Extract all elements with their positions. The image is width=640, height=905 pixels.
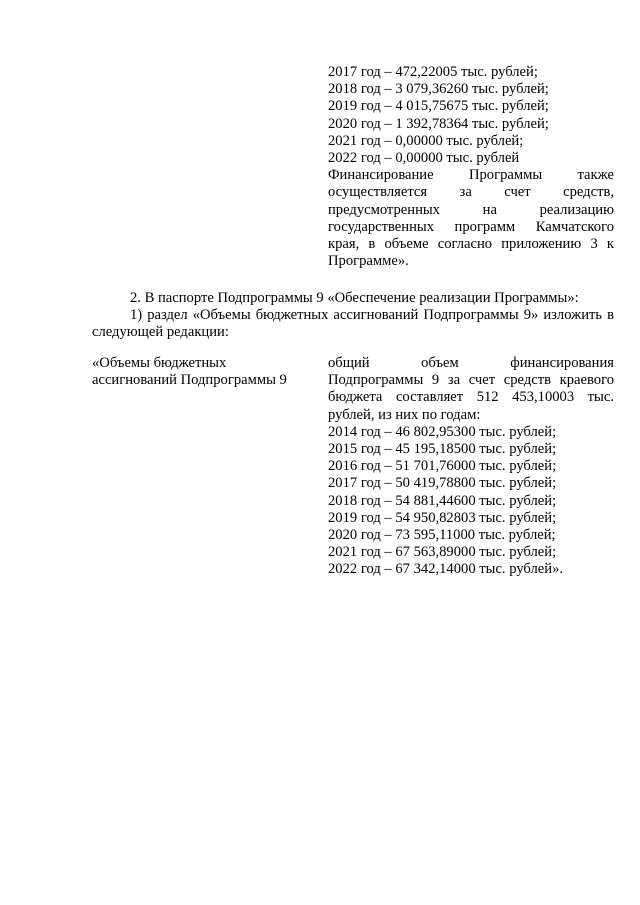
year-line-2021: 2021 год – 67 563,89000 тыс. рублей; <box>328 544 557 561</box>
section-2-item-1: 1) раздел «Объемы бюджетных ассигнований Подпрограммы 9» изложить в следующей редакции: <box>92 307 614 341</box>
year-line-2022: 2022 год – 0,00000 тыс. рублей <box>328 150 520 167</box>
year-line-2017: 2017 год – 50 419,78800 тыс. рублей; <box>328 475 557 492</box>
section-2-heading: 2. В паспорте Подпрограммы 9 «Обеспечение реализации Программы»: <box>130 290 579 306</box>
top-financing-block <box>328 64 614 270</box>
year-line-2014: 2014 год – 46 802,95300 тыс. рублей; <box>328 423 557 440</box>
table-left-cell: «Объемы бюджетных ассигнований Подпрограммы 9 <box>92 355 287 389</box>
year-line-2020: 2020 год – 73 595,11000 тыс. рублей; <box>328 527 556 544</box>
year-line-2018: 2018 год – 54 881,44600 тыс. рублей; <box>328 492 557 509</box>
year-line-2016: 2016 год – 51 701,76000 тыс. рублей; <box>328 458 557 475</box>
year-line-2019: 2019 год – 4 015,75675 тыс. рублей; <box>328 98 549 115</box>
year-line-2022: 2022 год – 67 342,14000 тыс. рублей». <box>328 561 564 578</box>
financing-note: Финансирование Программы также осуществляется за счет средств, предусмотренных на реализацию государственных программ Камчатского края, в объеме согласно приложению 3 к Программе». <box>328 167 614 270</box>
year-line-2019: 2019 год – 54 950,82803 тыс. рублей; <box>328 509 557 526</box>
table-right-cell <box>328 355 614 579</box>
year-line-2021: 2021 год – 0,00000 тыс. рублей; <box>328 132 524 149</box>
year-line-2015: 2015 год – 45 195,18500 тыс. рублей; <box>328 441 557 458</box>
total-financing-text: общий объем финансирования Подпрограммы 9 за счет средств краевого бюджета составляет 512 453,10003 тыс. рублей, из них по годам: <box>328 355 614 423</box>
year-line-2017: 2017 год – 472,22005 тыс. рублей; <box>328 64 538 80</box>
year-line-2020: 2020 год – 1 392,78364 тыс. рублей; <box>328 115 549 132</box>
year-line-2018: 2018 год – 3 079,36260 тыс. рублей; <box>328 81 549 98</box>
